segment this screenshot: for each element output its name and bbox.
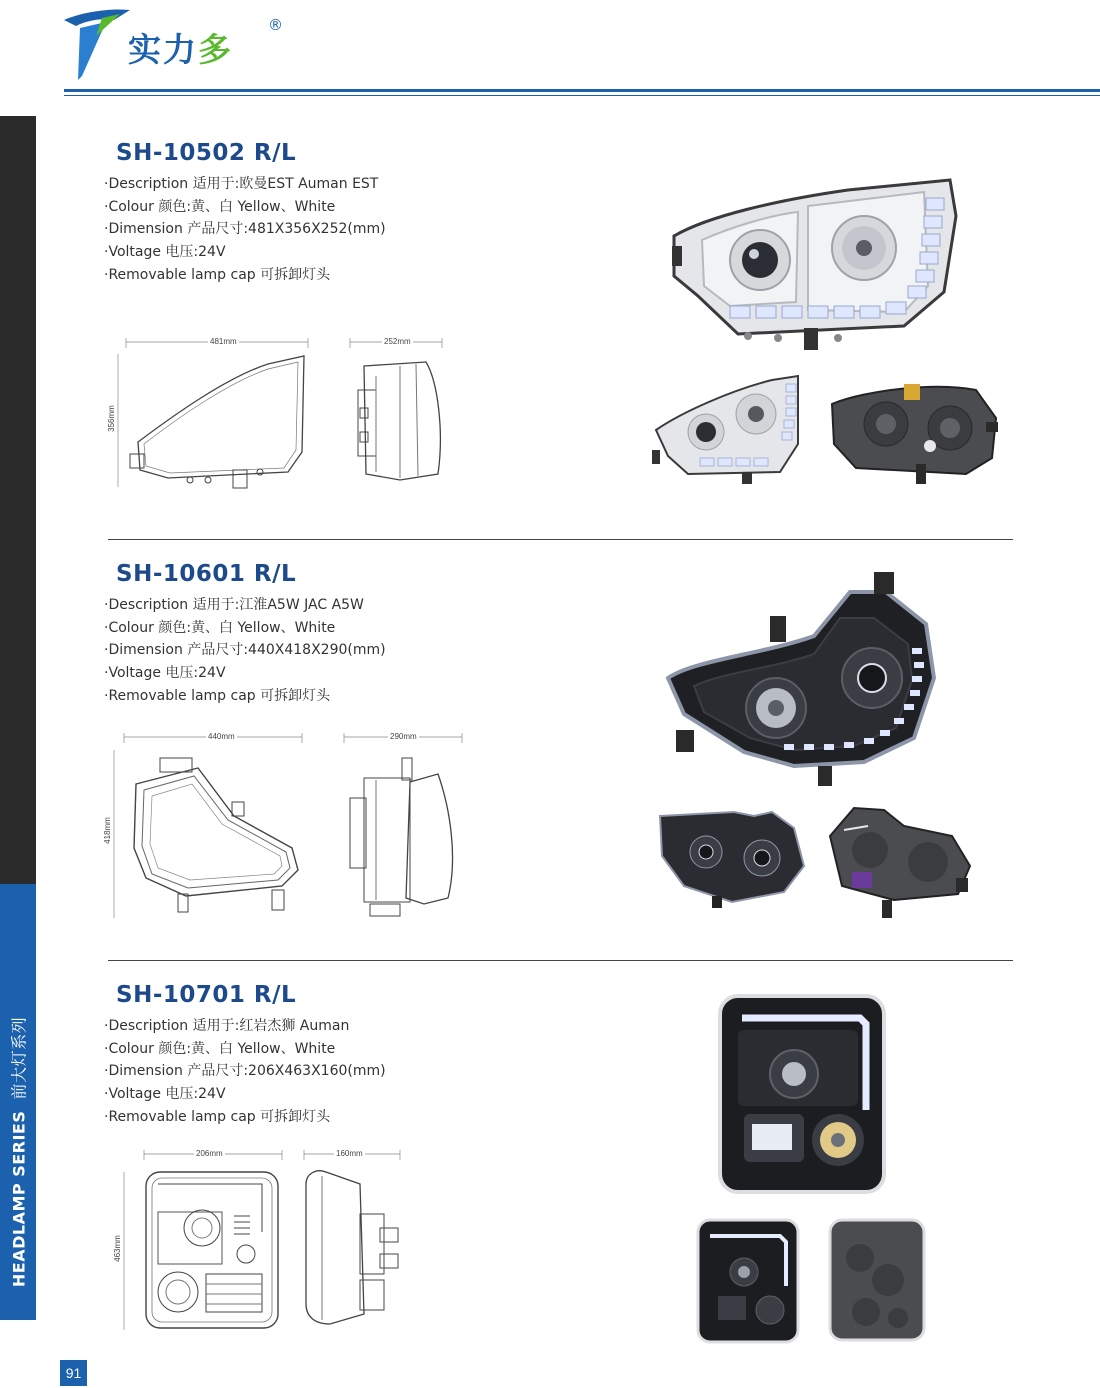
dimension-depth-label: 160mm	[336, 1149, 363, 1158]
sidebar-dark-band	[0, 116, 36, 884]
technical-drawing-front	[108, 332, 318, 492]
product-photo-back	[824, 796, 974, 920]
dimension-height-label: 463mm	[112, 1235, 122, 1262]
spec-dimension: ·Dimension 产品尺寸:440X418X290(mm)	[104, 642, 386, 659]
logo-swoosh-icon	[62, 6, 132, 84]
technical-drawing-front	[102, 728, 312, 924]
dimension-depth-label: 290mm	[390, 732, 417, 741]
product-specs	[104, 1015, 386, 1129]
product-title: SH-10701 R/L	[116, 982, 297, 1008]
dimension-width-label: 481mm	[210, 337, 237, 346]
spec-colour: ·Colour 颜色:黄、白 Yellow、White	[104, 198, 336, 215]
dimension-height-label: 418mm	[102, 817, 112, 844]
technical-drawing-side	[300, 1144, 406, 1336]
header-rule-thin	[64, 95, 1100, 96]
product-specs	[104, 594, 386, 708]
product-title: SH-10601 R/L	[116, 561, 297, 587]
header-rule	[64, 89, 1100, 92]
dimension-height-label: 356mm	[106, 405, 116, 432]
technical-drawing-side	[346, 332, 456, 492]
product-photo-main	[716, 990, 888, 1196]
spec-removable: ·Removable lamp cap 可拆卸灯头	[104, 1108, 331, 1125]
spec-voltage: ·Voltage 电压:24V	[104, 665, 226, 682]
spec-voltage: ·Voltage 电压:24V	[104, 1086, 226, 1103]
brand-logo	[62, 6, 302, 84]
dimension-width-label: 206mm	[196, 1149, 223, 1158]
product-photo-front-small	[652, 372, 802, 484]
dimension-width-label: 440mm	[208, 732, 235, 741]
product-specs	[104, 173, 386, 287]
product-photo-back	[826, 1214, 928, 1344]
dimension-depth-label: 252mm	[384, 337, 411, 346]
spec-removable: ·Removable lamp cap 可拆卸灯头	[104, 266, 331, 283]
product-photo-main	[668, 176, 964, 352]
technical-drawing-side	[340, 728, 470, 924]
section-divider	[108, 960, 1013, 961]
product-title: SH-10502 R/L	[116, 140, 297, 166]
spec-dimension: ·Dimension 产品尺寸:206X463X160(mm)	[104, 1063, 386, 1080]
spec-voltage: ·Voltage 电压:24V	[104, 244, 226, 261]
spec-description: ·Description 适用于:江淮A5W JAC A5W	[104, 597, 364, 613]
spec-removable: ·Removable lamp cap 可拆卸灯头	[104, 687, 331, 704]
page-number: 91	[60, 1360, 87, 1386]
product-photo-front-small	[654, 806, 806, 910]
product-photo-back	[826, 378, 1002, 488]
section-divider	[108, 539, 1013, 540]
spec-description: ·Description 适用于:欧曼EST Auman EST	[104, 176, 379, 192]
registered-mark: ®	[268, 16, 283, 34]
spec-colour: ·Colour 颜色:黄、白 Yellow、White	[104, 1040, 336, 1057]
product-photo-front-small	[694, 1216, 802, 1346]
brand-name: 实力多	[128, 30, 233, 69]
technical-drawing-front	[106, 1144, 292, 1336]
spec-colour: ·Colour 颜色:黄、白 Yellow、White	[104, 619, 336, 636]
spec-dimension: ·Dimension 产品尺寸:481X356X252(mm)	[104, 221, 386, 238]
series-label: HEADLAMP SERIES 前大灯系列	[9, 1016, 29, 1288]
product-photo-main	[664, 568, 940, 790]
spec-description: ·Description 适用于:红岩杰狮 Auman	[104, 1018, 350, 1034]
